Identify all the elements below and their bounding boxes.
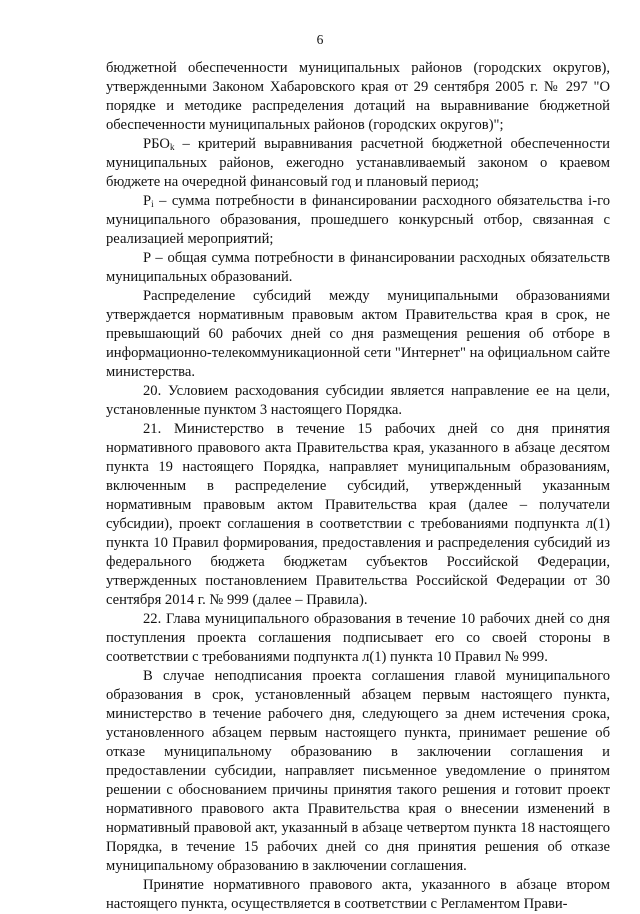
paragraph-text: – критерий выравнивания расчетной бюджетной обеспеченности муниципальных районов, ежегодно устанавливаемый законом о краевом бюджете на очередной финансовый год и плановый период; — [106, 136, 610, 190]
paragraph-subsidy-distribution — [106, 287, 610, 382]
paragraph-text: В случае неподписания проекта соглашения главой муниципального образования в срок, установленный абзацем первым настоящего пункта, министерство в течение рабочего дня, следующего за днем истечения срока, установленного абзацем первым настоящего пункта, принимает решение об отказе муниципальному образованию в заключении соглашения и предоставлении субсидии, направляет письменное уведомление о принятом решении с обоснованием причины принятия такого решения и готовит проект нормативного правового акта Правительства края о внесении изменений в нормативный правовой акт, указанный в абзаце четвертом пункта 18 настоящего Порядка, в течение 15 рабочих дней со дня принятия решения об отказе муниципальному образованию в заключении соглашения. — [106, 668, 610, 874]
document-body — [106, 59, 610, 914]
paragraph-text: 22. Глава муниципального образования в течение 10 рабочих дней со дня поступления проекта соглашения подписывает его со своей стороны в соответствии с требованиями подпункта л(1) пункта 10 Правил № 999. — [106, 611, 610, 665]
paragraph-regulation-adoption — [106, 876, 610, 914]
paragraph-text: Принятие нормативного правового акта, указанного в абзаце втором настоящего пункта, осуществляется в соответствии с Регламентом Прави- — [106, 877, 610, 912]
paragraph-item-21 — [106, 420, 610, 610]
paragraph-item-20 — [106, 382, 610, 420]
formula-symbol: P — [143, 193, 152, 209]
paragraph-pi-definition — [106, 192, 610, 249]
paragraph-text: Распределение субсидий между муниципальными образованиями утверждается нормативным правовым актом Правительства края в срок, не превышающий 60 рабочих дней со дня размещения решения об отборе в информационно-телекоммуникационной сети "Интернет" на официальном сайте министерства. — [106, 288, 610, 380]
formula-subscript: i — [151, 199, 154, 209]
paragraph-text: 20. Условием расходования субсидии является направление ее на цели, установленные пунктом 3 настоящего Порядка. — [106, 383, 610, 418]
paragraph-text: бюджетной обеспеченности муниципальных районов (городских округов), утвержденными Законом Хабаровского края от 29 сентября 2005 г. № 297 "О порядке и методике распределения дотаций на выравнивание бюджетной обеспеченности муниципальных районов (городских округов)"; — [106, 60, 610, 133]
formula-symbol: РБО — [143, 136, 170, 152]
paragraph-rbo-definition — [106, 135, 610, 192]
paragraph-budget-methodology-continuation — [106, 59, 610, 135]
page-number: 6 — [316, 32, 324, 47]
paragraph-text: 21. Министерство в течение 15 рабочих дней со дня принятия нормативного правового акта Правительства края, указанного в абзаце десятом пункта 19 настоящего Порядка, направляет муниципальным образованиям, включенным в распределение субсидий, утвержденный указанным нормативным правовым актом Правительства края (далее – получатели субсидии), проект соглашения в соответствии с требованиями подпункта л(1) пункта 10 Правил формирования, предоставления и распределения субсидий из федерального бюджета бюджетам субъектов Российской Федерации, утвержденных постановлением Правительства Российской Федерации от 30 сентября 2014 г. № 999 (далее – Правила). — [106, 421, 610, 608]
paragraph-p-definition — [106, 249, 610, 287]
paragraph-text: – сумма потребности в финансировании расходного обязательства i-го муниципального образования, прошедшего конкурсный отбор, связанная с реализацией мероприятий; — [106, 193, 610, 247]
paragraph-item-22 — [106, 610, 610, 667]
paragraph-non-signing-case — [106, 667, 610, 876]
formula-subscript: k — [169, 142, 175, 152]
paragraph-text: P – общая сумма потребности в финансировании расходных обязательств муниципальных образований. — [106, 250, 610, 285]
